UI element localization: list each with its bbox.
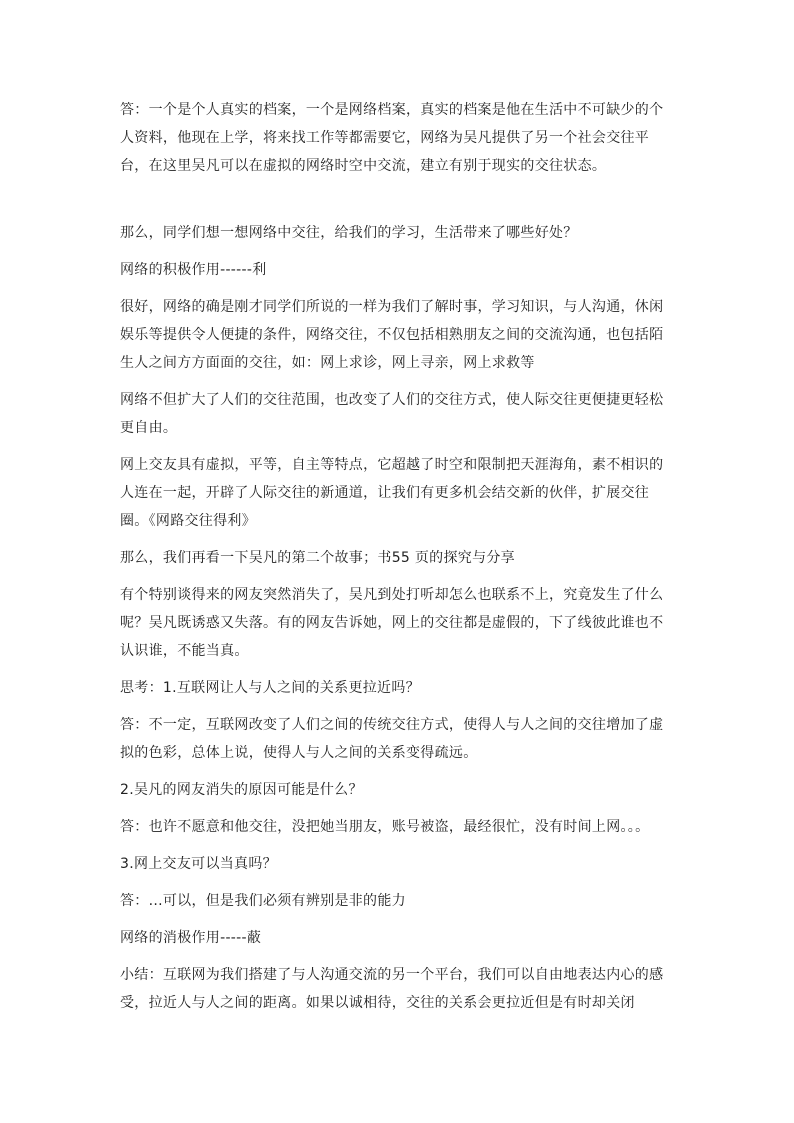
question-1: 思考：1.互联网让人与人之间的关系更拉近吗？ — [120, 680, 420, 696]
summary-paragraph: 小结：互联网为我们搭建了与人沟通交流的另一个平台，我们可以自由地表达内心的感受，拉近人与人之间的距离。如果以诚相待，交往的关系会更拉近但是有时却关闭 — [120, 967, 664, 1011]
document-body — [120, 96, 670, 1017]
paragraph-online-friends-features: 网上交友具有虚拟，平等，自主等特点，它超越了时空和限制把天涯海角，素不相识的人连在一起，开辟了人际交往的新通道，让我们有更多机会结交新的伙伴，扩展交往圈。《网路交往得利》 — [120, 457, 664, 529]
answer-2: 答：也许不愿意和他交往，没把她当朋友，账号被盗，最经很忙，没有时间上网。。。 — [120, 819, 650, 835]
answer-3: 答：...可以，但是我们必须有辨别是非的能力 — [120, 893, 406, 909]
heading-negative-effect: 网络的消极作用-----蔽 — [120, 930, 262, 946]
answer-1: 答：不一定，互联网改变了人们之间的传统交往方式，使得人与人之间的交往增加了虚拟的色彩，总体上说，使得人与人之间的关系变得疏远。 — [120, 717, 664, 761]
question-paragraph-benefits: 那么，同学们想一想网络中交往，给我们的学习，生活带来了哪些好处？ — [120, 225, 578, 241]
paragraph-network-convenience: 很好，网络的确是刚才同学们所说的一样为我们了解时事，学习知识，与人沟通，休闲娱乐等提供令人便捷的条件，网络交往，不仅包括相熟朋友之间的交流沟通，也包括陌生人之间方方面面的交往，如：网上求诊，网上寻亲，网上求救等 — [120, 299, 664, 371]
heading-positive-effect: 网络的积极作用------利 — [120, 262, 267, 278]
paragraph-second-story: 那么，我们再看一下吴凡的第二个故事；书55 页的探究与分享 — [120, 550, 515, 566]
answer-paragraph-archives: 答：一个是个人真实的档案，一个是网络档案，真实的档案是他在生活中不可缺少的个人资料，他现在上学，将来找工作等都需要它，网络为吴凡提供了另一个社会交往平台，在这里吴凡可以在虚拟的网络时空中交流，建立有别于现实的交往状态。 — [120, 102, 664, 174]
paragraph-friend-disappeared: 有个特别谈得来的网友突然消失了，吴凡到处打听却怎么也联系不上，究竟发生了什么呢？吴凡既诱惑又失落。有的网友告诉她，网上的交往都是虚假的，下了线彼此谁也不认识谁，不能当真。 — [120, 587, 664, 659]
paragraph-network-expands-range: 网络不但扩大了人们的交往范围，也改变了人们的交往方式，使人际交往更便捷更轻松更自由。 — [120, 392, 664, 436]
question-3: 3.网上交友可以当真吗？ — [120, 856, 277, 872]
question-2: 2.吴凡的网友消失的原因可能是什么？ — [120, 782, 363, 798]
